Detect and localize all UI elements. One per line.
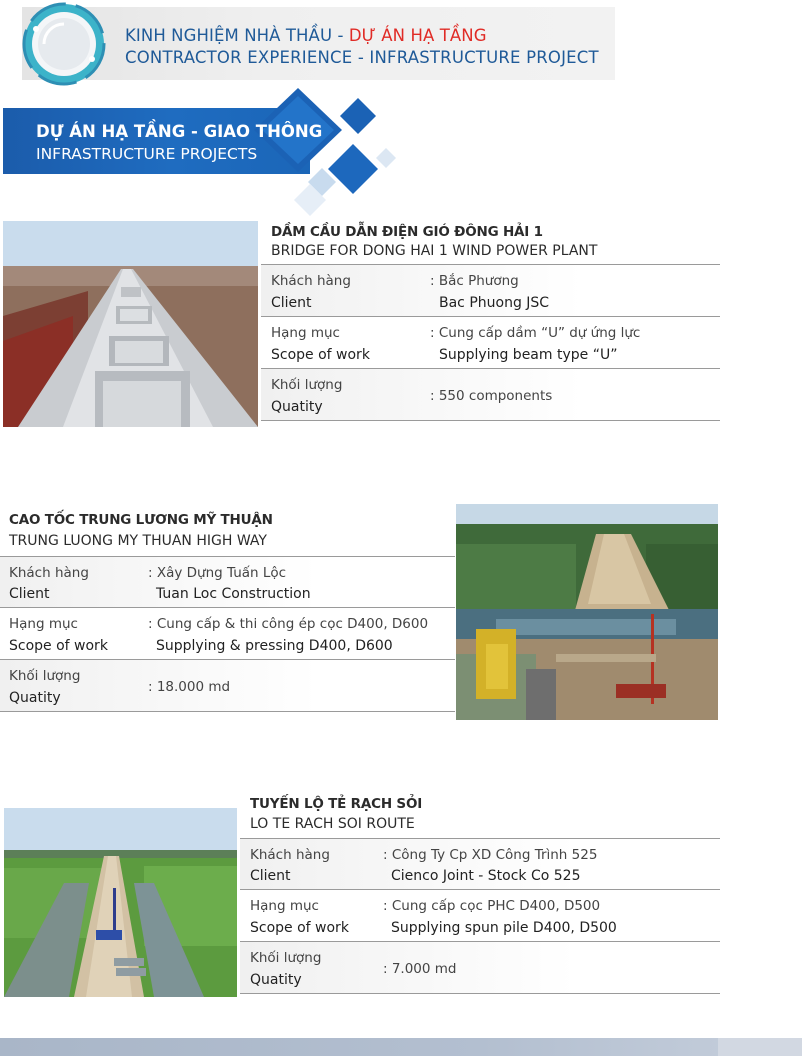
table-row xyxy=(240,838,720,890)
table-row xyxy=(240,941,720,994)
project-info-table xyxy=(261,264,720,420)
scope-label-en: Scope of work xyxy=(250,920,349,936)
project-title-en: BRIDGE FOR DONG HAI 1 WIND POWER PLANT xyxy=(271,243,598,259)
project-info-table xyxy=(0,556,455,711)
footer-bar-end xyxy=(718,1038,802,1056)
scope-value-vi: : Cung cấp dầm “U” dự ứng lực xyxy=(430,325,641,341)
header-line2: CONTRACTOR EXPERIENCE - INFRASTRUCTURE PROJECT xyxy=(125,48,599,67)
qty-label-vi: Khối lượng xyxy=(250,950,322,966)
project-photo-highway xyxy=(456,504,718,720)
header-title xyxy=(125,25,599,69)
client-label-vi: Khách hàng xyxy=(9,565,89,581)
project-photo-bridge xyxy=(3,221,258,427)
project-info-table xyxy=(240,838,720,993)
table-row xyxy=(261,264,720,317)
project-title-vi: CAO TỐC TRUNG LƯƠNG MỸ THUẬN xyxy=(9,512,273,528)
table-row xyxy=(261,316,720,369)
qty-label-en: Quatity xyxy=(9,690,61,706)
project-photo-route xyxy=(4,808,237,997)
scope-label-en: Scope of work xyxy=(9,638,108,654)
company-logo-icon xyxy=(14,1,110,87)
footer-bar xyxy=(0,1038,802,1056)
client-value-vi: : Công Ty Cp XD Công Trình 525 xyxy=(383,847,598,863)
qty-label-vi: Khối lượng xyxy=(271,377,343,393)
client-value-vi: : Bắc Phương xyxy=(430,273,519,289)
diamond-decoration-icon xyxy=(240,88,410,218)
scope-value-vi: : Cung cấp & thi công ép cọc D400, D600 xyxy=(148,616,429,632)
table-row xyxy=(0,607,455,660)
table-row xyxy=(261,368,720,421)
header-line1-prefix: KINH NGHIỆM NHÀ THẦU - xyxy=(125,26,349,45)
banner-title-vi: DỰ ÁN HẠ TẦNG - GIAO THÔNG xyxy=(36,122,323,141)
qty-label-vi: Khối lượng xyxy=(9,668,81,684)
client-value-en: Bac Phuong JSC xyxy=(439,295,550,311)
scope-label-vi: Hạng mục xyxy=(250,898,319,914)
client-label-vi: Khách hàng xyxy=(271,273,351,289)
table-row xyxy=(0,556,455,608)
qty-value: : 7.000 md xyxy=(383,961,457,977)
qty-value: : 18.000 md xyxy=(148,679,231,695)
project-title-vi: TUYẾN LỘ TẺ RẠCH SỎI xyxy=(250,796,423,812)
header-line1-highlight: DỰ ÁN HẠ TẦNG xyxy=(348,26,487,45)
table-row xyxy=(240,889,720,942)
scope-label-en: Scope of work xyxy=(271,347,370,363)
qty-label-en: Quatity xyxy=(250,972,302,988)
project-title-vi: DẦM CẦU DẪN ĐIỆN GIÓ ĐÔNG HẢI 1 xyxy=(271,224,543,240)
table-row xyxy=(0,659,455,712)
client-value-en: Cienco Joint - Stock Co 525 xyxy=(391,868,581,884)
client-value-en: Tuan Loc Construction xyxy=(156,586,311,602)
client-value-vi: : Xây Dựng Tuấn Lộc xyxy=(148,565,287,581)
qty-value: : 550 components xyxy=(430,388,553,404)
scope-value-en: Supplying spun pile D400, D500 xyxy=(391,920,617,936)
client-label-vi: Khách hàng xyxy=(250,847,330,863)
scope-value-en: Supplying beam type “U” xyxy=(439,347,618,363)
project-title-en: TRUNG LUONG MY THUAN HIGH WAY xyxy=(9,533,267,549)
qty-label-en: Quatity xyxy=(271,399,323,415)
client-label-en: Client xyxy=(250,868,291,884)
scope-label-vi: Hạng mục xyxy=(9,616,78,632)
project-title-en: LO TE RACH SOI ROUTE xyxy=(250,816,415,832)
client-label-en: Client xyxy=(271,295,312,311)
scope-label-vi: Hạng mục xyxy=(271,325,340,341)
scope-value-vi: : Cung cấp cọc PHC D400, D500 xyxy=(383,898,601,914)
client-label-en: Client xyxy=(9,586,50,602)
banner-title-en: INFRASTRUCTURE PROJECTS xyxy=(36,145,258,163)
scope-value-en: Supplying & pressing D400, D600 xyxy=(156,638,393,654)
